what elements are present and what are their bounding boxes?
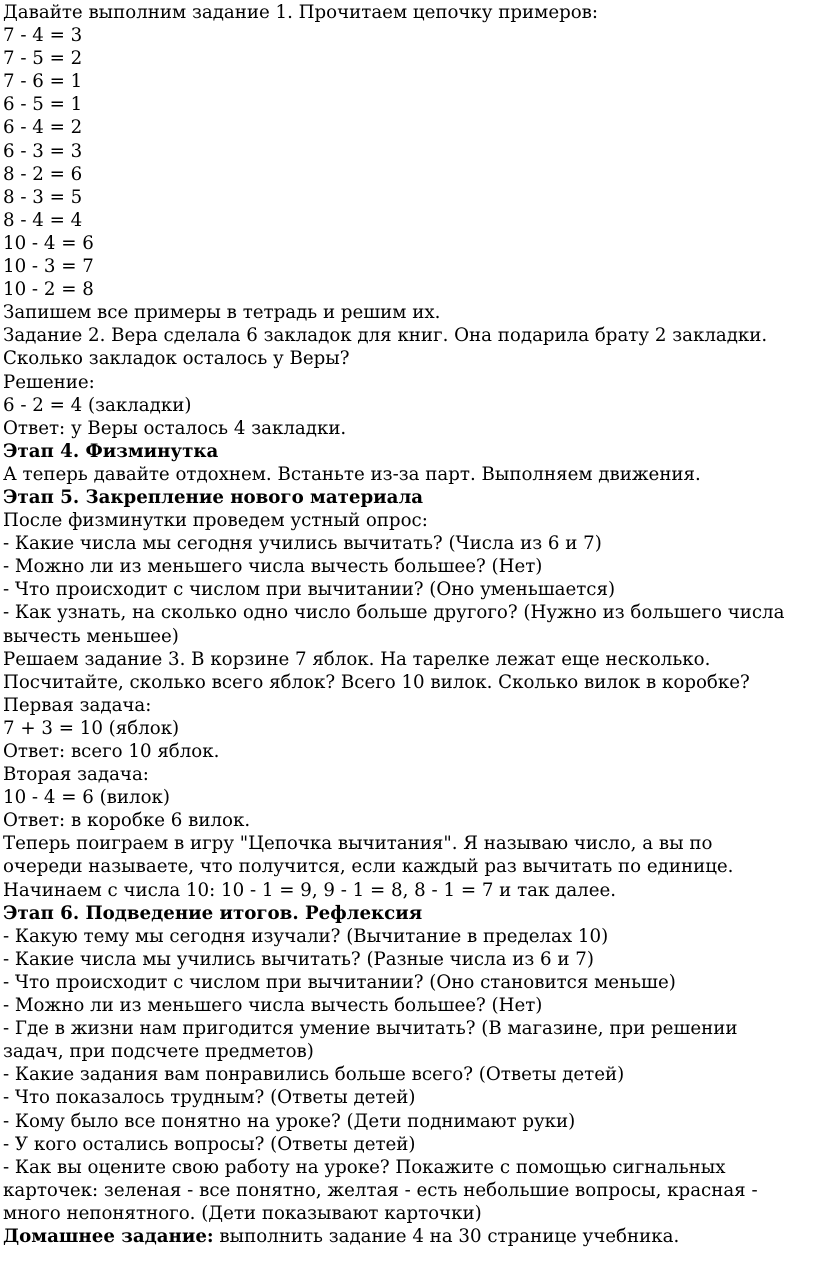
stage6-line: - Какие числа мы учились вычитать? (Разные числа из 6 и 7) [3, 948, 594, 970]
homework-label: Домашнее задание: [3, 1225, 214, 1247]
text-line: Давайте выполним задание 1. Прочитаем цепочку примеров: [3, 2, 599, 23]
stage4-text: А теперь давайте отдохнем. Встаньте из-за парт. Выполняем движения. [3, 463, 701, 485]
example-line: 7 - 4 = 3 [3, 25, 83, 47]
stage6-line: задач, при подсчете предметов) [3, 1041, 314, 1063]
homework-text: выполнить задание 4 на 30 странице учебника. [213, 1225, 680, 1247]
stage6-line: много непонятного. (Дети показывают карточки) [3, 1202, 482, 1224]
text-line: Решение: [3, 371, 95, 393]
example-line: 10 - 3 = 7 [3, 256, 94, 278]
stage5-line: Вторая задача: [3, 764, 149, 786]
stage5-line: 7 + 3 = 10 (яблок) [3, 717, 180, 739]
stage6-line: - Кому было все понятно на уроке? (Дети поднимают руки) [3, 1110, 576, 1132]
text-line: Задание 2. Вера сделала 6 закладок для книг. Она подарила брату 2 закладки. [3, 325, 768, 347]
example-line: 6 - 4 = 2 [3, 117, 83, 139]
stage5-line: - Что происходит с числом при вычитании? (Оно уменьшается) [3, 579, 616, 601]
stage5-line: - Как узнать, на сколько одно число больше другого? (Нужно из большего числа [3, 602, 785, 624]
stage6-line: - Как вы оцените свою работу на уроке? Покажите с помощью сигнальных [3, 1156, 726, 1178]
text-line: Запишем все примеры в тетрадь и решим их. [3, 302, 441, 324]
stage5-line: Первая задача: [3, 694, 152, 716]
example-line: 10 - 4 = 6 [3, 232, 94, 254]
stage5-line: - Можно ли из меньшего числа вычесть большее? (Нет) [3, 556, 543, 578]
stage5-line: Теперь поиграем в игру "Цепочка вычитания". Я называю число, а вы по [3, 833, 713, 855]
example-line: 7 - 6 = 1 [3, 71, 83, 93]
stage6-line: - Какие задания вам понравились больше всего? (Ответы детей) [3, 1064, 625, 1086]
stage6-line: карточек: зеленая - все понятно, желтая - есть небольшие вопросы, красная - [3, 1179, 758, 1201]
stage5-line: Начинаем с числа 10: 10 - 1 = 9, 9 - 1 = 8, 8 - 1 = 7 и так далее. [3, 879, 617, 901]
stage5-line: Посчитайте, сколько всего яблок? Всего 10 вилок. Сколько вилок в коробке? [3, 671, 750, 693]
example-line: 7 - 5 = 2 [3, 48, 83, 70]
stage6-line: - Где в жизни нам пригодится умение вычитать? (В магазине, при решении [3, 1018, 738, 1040]
stage5-line: 10 - 4 = 6 (вилок) [3, 787, 170, 809]
stage5-line: Ответ: всего 10 яблок. [3, 741, 220, 762]
stage5-line: Ответ: в коробке 6 вилок. [3, 810, 251, 832]
stage5-line: вычесть меньшее) [3, 625, 179, 647]
stage6-line: - Можно ли из меньшего числа вычесть большее? (Нет) [3, 995, 543, 1017]
stage5-heading: Этап 5. Закрепление нового материала [3, 486, 424, 508]
example-line: 6 - 5 = 1 [3, 94, 83, 116]
stage5-line: - Какие числа мы сегодня учились вычитать? (Числа из 6 и 7) [3, 533, 602, 555]
stage5-line: Решаем задание 3. В корзине 7 яблок. На тарелке лежат еще несколько. [3, 648, 711, 670]
example-line: 8 - 4 = 4 [3, 209, 83, 231]
stage6-line: - У кого остались вопросы? (Ответы детей) [3, 1133, 416, 1155]
stage4-heading: Этап 4. Физминутка [3, 440, 219, 462]
text-line: Сколько закладок осталось у Веры? [3, 348, 350, 370]
stage6-heading: Этап 6. Подведение итогов. Рефлексия [3, 902, 423, 924]
stage6-line: - Какую тему мы сегодня изучали? (Вычитание в пределах 10) [3, 925, 609, 947]
example-line: 6 - 3 = 3 [3, 140, 83, 162]
text-line: Ответ: у Веры осталось 4 закладки. [3, 417, 347, 439]
homework-line [3, 1225, 813, 1248]
stage6-line: - Что показалось трудным? (Ответы детей) [3, 1087, 416, 1109]
stage5-line: После физминутки проведем устный опрос: [3, 510, 428, 532]
stage6-line: - Что происходит с числом при вычитании? (Оно становится меньше) [3, 971, 676, 993]
example-line: 10 - 2 = 8 [3, 279, 94, 301]
text-line: 6 - 2 = 4 (закладки) [3, 394, 192, 416]
stage5-line: очереди называете, что получится, если каждый раз вычитать по единице. [3, 856, 734, 878]
example-line: 8 - 3 = 5 [3, 186, 83, 208]
example-line: 8 - 2 = 6 [3, 163, 83, 185]
